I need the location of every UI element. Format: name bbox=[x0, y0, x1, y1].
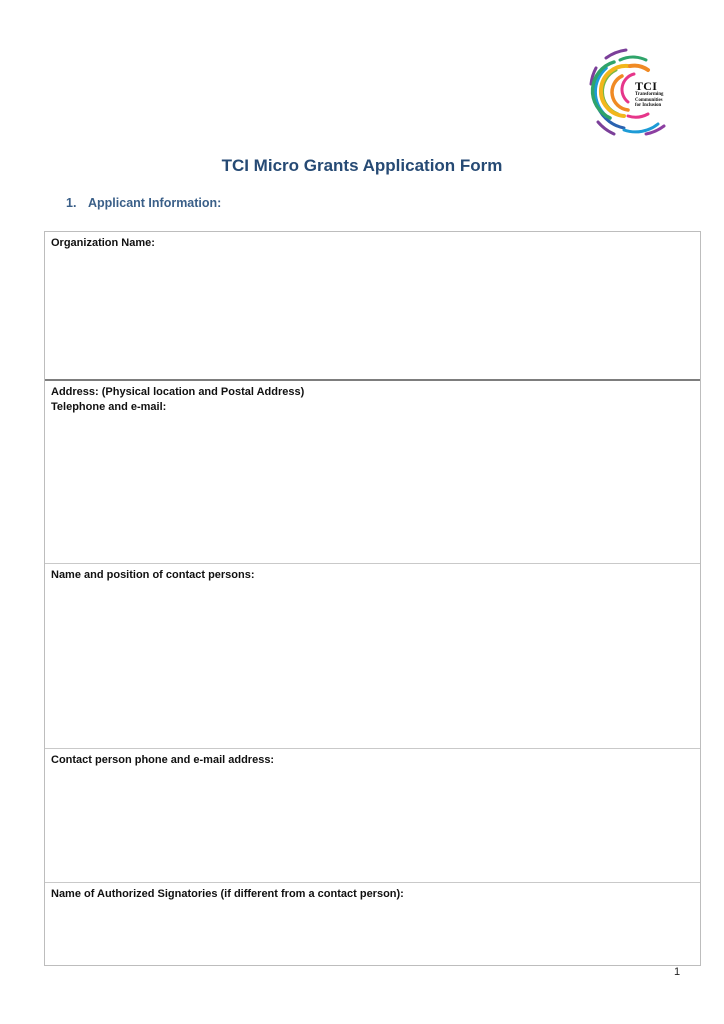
document-title: TCI Micro Grants Application Form bbox=[221, 156, 503, 175]
section-heading-text: Applicant Information: bbox=[88, 196, 222, 210]
tci-logo bbox=[584, 44, 684, 140]
address-label: Address: (Physical location and Postal Address) bbox=[51, 386, 305, 398]
logo-tagline-line-2: Communities bbox=[635, 97, 663, 103]
contact-persons-label: Name and position of contact persons: bbox=[51, 569, 255, 581]
contact-persons-row bbox=[45, 564, 700, 749]
address-field[interactable] bbox=[45, 417, 700, 563]
page-number: 1 bbox=[674, 966, 681, 978]
authorized-signatories-label: Name of Authorized Signatories (if different from a contact person): bbox=[51, 888, 404, 900]
logo-abbr: TCI bbox=[635, 79, 658, 93]
contact-phone-email-label: Contact person phone and e-mail address: bbox=[51, 754, 275, 766]
contact-phone-email-field[interactable] bbox=[45, 771, 700, 882]
authorized-signatories-field[interactable] bbox=[45, 905, 700, 965]
section-heading bbox=[66, 196, 221, 210]
organization-name-label: Organization Name: bbox=[51, 237, 155, 249]
applicant-info-table bbox=[44, 231, 701, 966]
authorized-signatories-row bbox=[45, 883, 700, 965]
contact-persons-field[interactable] bbox=[45, 586, 700, 748]
address-row bbox=[45, 381, 700, 564]
contact-phone-email-row bbox=[45, 749, 700, 883]
logo-text bbox=[635, 80, 663, 109]
organization-name-row bbox=[45, 232, 700, 381]
organization-name-field[interactable] bbox=[45, 254, 700, 379]
logo-tagline-line-1: Transforming bbox=[635, 92, 664, 97]
telephone-email-label: Telephone and e-mail: bbox=[51, 401, 167, 413]
logo-arcs-icon bbox=[584, 44, 684, 140]
logo-tagline-line-3: for Inclusion bbox=[635, 103, 662, 109]
section-number: 1. bbox=[66, 196, 77, 210]
